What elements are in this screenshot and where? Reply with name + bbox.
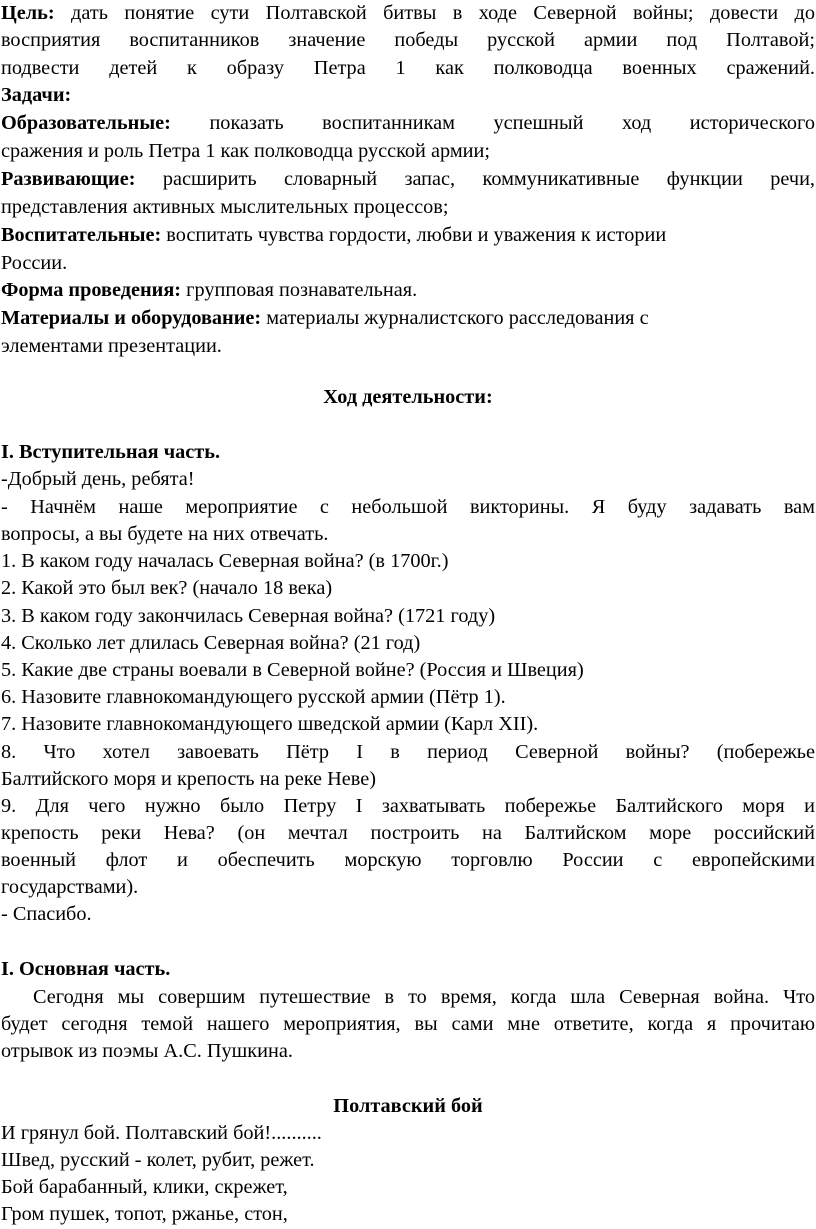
goal-line-2: восприятия воспитанников значение победы русской армии под Полтавой; [1,29,815,51]
intro-start-line-1: - Начнём наше мероприятие с небольшой викторины. Я буду задавать вам [1,496,815,518]
goal-line-1: Цель: дать понятие сути Полтавской битвы в ходе Северной войны; довести до [1,2,815,24]
quiz-question-1: 1. В каком году началась Северная война? (в 1700г.) [1,550,449,572]
tasks-heading: Задачи: [1,84,72,106]
developing-line-2: представления активных мыслительных процессов; [1,196,449,218]
quiz-question-9-line-1: 9. Для чего нужно было Петру I захватывать побережье Балтийского моря и [1,795,815,817]
developing-label: Развивающие: [1,168,136,190]
quiz-question-9-line-4: государствами). [1,876,139,898]
form-line: Форма проведения: групповая познавательная. [1,279,418,301]
upbringing-line-1: Воспитательные: воспитать чувства гордости, любви и уважения к истории [1,224,667,246]
materials-label: Материалы и оборудование: [1,307,262,329]
intro-greeting: -Добрый день, ребята! [1,468,195,490]
form-label: Форма проведения: [1,279,182,301]
main-paragraph-line-3: отрывок из поэмы А.С. Пушкина. [1,1040,293,1062]
educational-label: Образовательные: [1,112,171,134]
main-paragraph-line-2: будет сегодня темой нашего мероприятия, вы сами мне ответите, когда я прочитаю [1,1013,815,1035]
poem-title: Полтавский бой [333,1095,483,1117]
quiz-question-4: 4. Сколько лет длилась Северная война? (21 год) [1,632,421,654]
quiz-question-8-line-1: 8. Что хотел завоевать Пётр I в период Северной войны? (побережье [1,741,815,763]
developing-line-1: Развивающие: расширить словарный запас, коммуникативные функции речи, [1,168,815,190]
quiz-question-2: 2. Какой это был век? (начало 18 века) [1,577,333,599]
quiz-question-6: 6. Назовите главнокомандующего русской армии (Пётр 1). [1,686,506,708]
goal-label: Цель: [1,2,55,24]
poem-verse-4: Гром пушек, топот, ржанье, стон, [1,1203,288,1225]
poem-verse-3: Бой барабанный, клики, скрежет, [1,1176,288,1198]
upbringing-line-2: России. [1,252,68,274]
educational-line-2: сражения и роль Петра 1 как полководца русской армии; [1,140,490,162]
materials-line-1: Материалы и оборудование: материалы журналистского расследования с [1,307,649,329]
main-paragraph-line-1: Сегодня мы совершим путешествие в то время, когда шла Северная война. Что [33,986,815,1008]
materials-line-2: элементами презентации. [1,335,222,357]
quiz-question-5: 5. Какие две страны воевали в Северной войне? (Россия и Швеция) [1,659,584,681]
main-heading: I. Основная часть. [1,958,171,980]
course-title: Ход деятельности: [323,386,493,408]
quiz-question-7: 7. Назовите главнокомандующего шведской армии (Карл XII). [1,713,539,735]
intro-thanks: - Спасибо. [1,903,92,925]
goal-line-3: подвести детей к образу Петра 1 как полководца военных сражений. [1,57,815,79]
upbringing-label: Воспитательные: [1,224,162,246]
poem-verse-1: И грянул бой. Полтавский бой!.......... [1,1122,322,1144]
quiz-question-8-line-2: Балтийского моря и крепость на реке Неве) [1,768,376,790]
quiz-question-9-line-3: военный флот и обеспечить морскую торговлю России с европейскими [1,849,815,871]
quiz-question-9-line-2: крепость реки Нева? (он мечтал построить на Балтийском море российский [1,822,815,844]
intro-start-line-2: вопросы, а вы будете на них отвечать. [1,523,329,545]
quiz-question-3: 3. В каком году закончилась Северная война? (1721 году) [1,605,496,627]
educational-line-1: Образовательные: показать воспитанникам успешный ход исторического [1,112,815,134]
intro-heading: I. Вступительная часть. [1,441,221,463]
poem-verse-2: Швед, русский - колет, рубит, режет. [1,1149,315,1171]
